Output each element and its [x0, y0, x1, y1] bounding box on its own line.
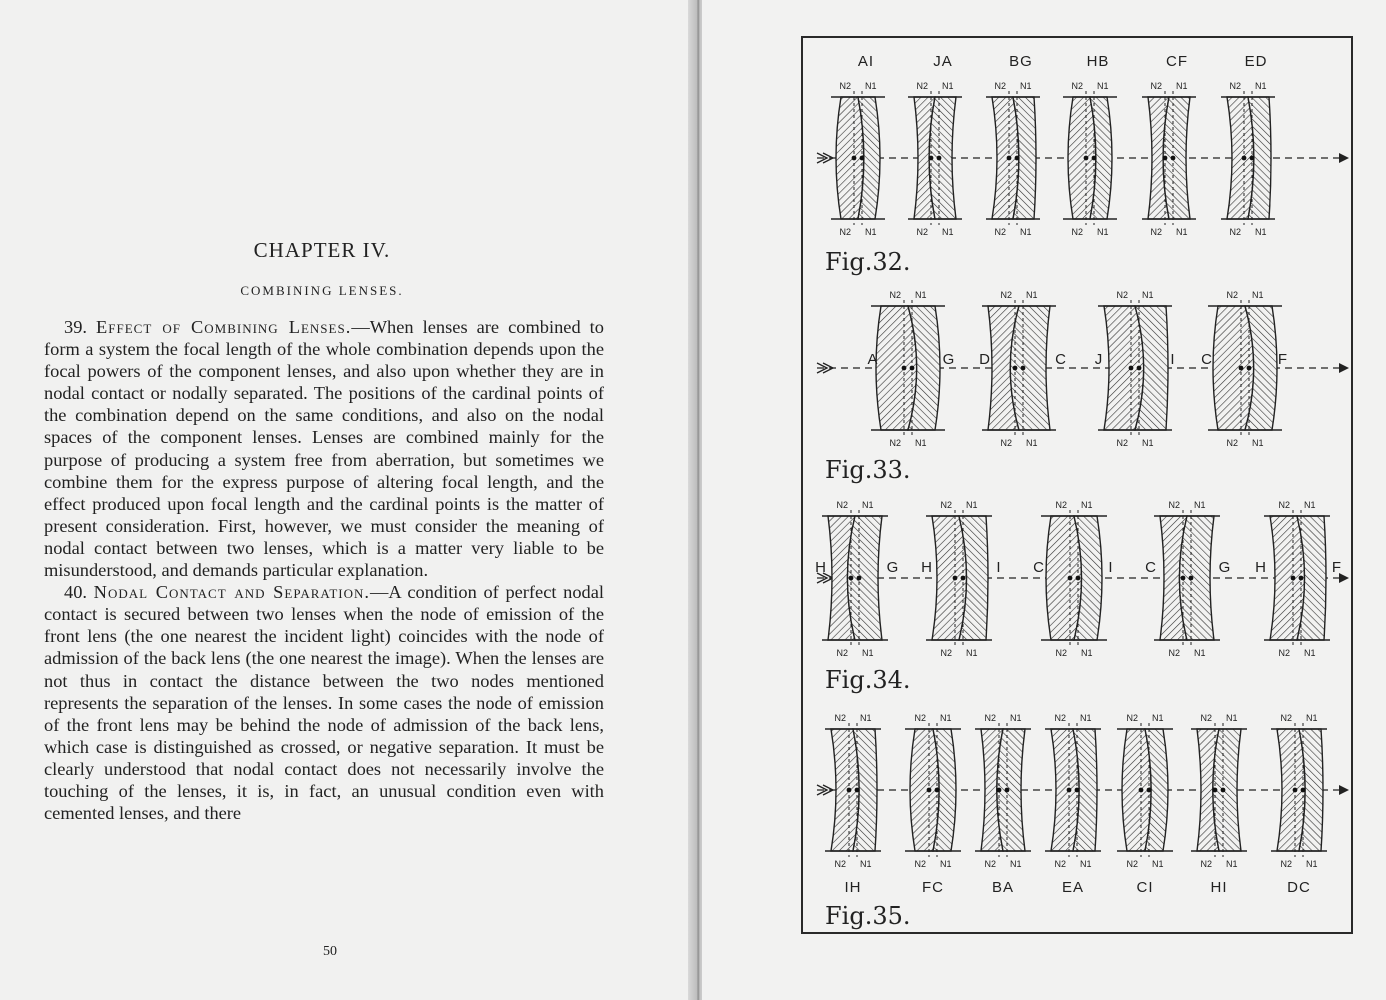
nodal-point [1075, 788, 1080, 793]
nodal-point [1301, 788, 1306, 793]
nodal-point [1293, 788, 1298, 793]
node-label-n2: N2 [1200, 713, 1212, 723]
node-label-n1: N1 [1226, 859, 1238, 869]
node-label-n2: N2 [1126, 859, 1138, 869]
node-label-n2: N2 [1280, 713, 1292, 723]
node-label-n1: N1 [860, 859, 872, 869]
node-label-n1: N1 [1304, 500, 1316, 510]
node-label-n2: N2 [1226, 438, 1238, 448]
node-label-n2: N2 [1116, 438, 1128, 448]
node-label-n1: N1 [1142, 438, 1154, 448]
node-label-n1: N1 [1010, 859, 1022, 869]
lens-label: I [996, 559, 1002, 576]
node-label-n2: N2 [1280, 859, 1292, 869]
nodal-point [1189, 576, 1194, 581]
node-label-n1: N1 [1255, 81, 1267, 91]
lens-label: JA [933, 53, 953, 70]
nodal-point [1067, 788, 1072, 793]
node-label-n1: N1 [1142, 290, 1154, 300]
lens-label: H [921, 559, 933, 576]
node-label-n1: N1 [1026, 438, 1038, 448]
node-label-n2: N2 [916, 227, 928, 237]
page-number: 50 [323, 944, 337, 959]
lens-label: J [1094, 351, 1104, 368]
lens-label: BG [1009, 53, 1033, 70]
lens-label: DC [1287, 879, 1311, 896]
node-label-n2: N2 [1168, 500, 1180, 510]
nodal-point [1221, 788, 1226, 793]
node-label-n1: N1 [860, 713, 872, 723]
node-label-n1: N1 [865, 227, 877, 237]
paragraph-40 [44, 581, 604, 824]
lens-label: ED [1244, 53, 1268, 70]
nodal-point [847, 788, 852, 793]
node-label-n2: N2 [1229, 227, 1241, 237]
node-label-n2: N2 [984, 859, 996, 869]
paragraph-heading: Effect of Combining Lenses. [96, 317, 352, 337]
nodal-point [1242, 156, 1247, 161]
node-label-n2: N2 [1200, 859, 1212, 869]
node-label-n2: N2 [914, 713, 926, 723]
node-label-n2: N2 [839, 227, 851, 237]
node-label-n2: N2 [984, 713, 996, 723]
nodal-point [935, 788, 940, 793]
node-label-n1: N1 [942, 227, 954, 237]
nodal-point [1129, 366, 1134, 371]
node-label-n1: N1 [1097, 81, 1109, 91]
node-label-n2: N2 [994, 227, 1006, 237]
node-label-n1: N1 [1081, 648, 1093, 658]
node-label-n2: N2 [1000, 290, 1012, 300]
chapter-title: CHAPTER IV. [253, 238, 391, 262]
node-label-n1: N1 [1081, 500, 1093, 510]
node-label-n1: N1 [1304, 648, 1316, 658]
node-label-n1: N1 [940, 713, 952, 723]
node-label-n1: N1 [1194, 500, 1206, 510]
node-label-n1: N1 [1194, 648, 1206, 658]
node-label-n1: N1 [1176, 81, 1188, 91]
figure-label: Fig.32. [825, 248, 911, 276]
node-label-n1: N1 [1306, 713, 1318, 723]
nodal-point [1137, 366, 1142, 371]
lens-label: F [1277, 351, 1289, 368]
nodal-point [1013, 366, 1018, 371]
nodal-point [1299, 576, 1304, 581]
nodal-point [1021, 366, 1026, 371]
nodal-point [1250, 156, 1255, 161]
node-label-n1: N1 [862, 648, 874, 658]
body-text [44, 316, 604, 824]
lens-label: G [942, 351, 956, 368]
nodal-point [1084, 156, 1089, 161]
node-label-n1: N1 [1252, 438, 1264, 448]
lens-label: C [1145, 559, 1157, 576]
lens-label: D [979, 351, 991, 368]
nodal-point [997, 788, 1002, 793]
node-label-n2: N2 [1071, 227, 1083, 237]
nodal-point [1092, 156, 1097, 161]
node-label-n2: N2 [1278, 500, 1290, 510]
paragraph-text: —A condition of perfect nodal contact is secured between two lenses when the node of emission of the front lens (the one nearest the incident light) coincides with the node of admission of the back lens (the one nearest the image). When the lenses are not thus in contact the distance between the two nodes mentioned represents the separation of the lenses. In some cases the node of emission of the front lens may be behind the node of admission of the back lens, which case is distinguished as crossed, or negative separation. It must be clearly understood that nodal contact does not necessarily involve the touching of the lenses, it is, in fact, an unusual condition even with cemented lenses, and there [44, 582, 604, 824]
chapter-subtitle: COMBINING LENSES. [240, 283, 404, 298]
node-label-n2: N2 [1229, 81, 1241, 91]
node-label-n2: N2 [1055, 648, 1067, 658]
lens-label: G [886, 559, 900, 576]
figure-label: Fig.35. [825, 902, 911, 930]
node-label-n1: N1 [1306, 859, 1318, 869]
node-label-n2: N2 [836, 500, 848, 510]
nodal-point [1213, 788, 1218, 793]
lens-diagrams [803, 38, 1355, 936]
node-label-n2: N2 [1054, 713, 1066, 723]
nodal-point [961, 576, 966, 581]
nodal-point [1015, 156, 1020, 161]
nodal-point [1068, 576, 1073, 581]
node-label-n1: N1 [1176, 227, 1188, 237]
node-label-n2: N2 [994, 81, 1006, 91]
node-label-n2: N2 [1278, 648, 1290, 658]
node-label-n1: N1 [966, 648, 978, 658]
node-label-n2: N2 [940, 648, 952, 658]
lens-label: G [1218, 559, 1232, 576]
node-label-n2: N2 [889, 438, 901, 448]
nodal-point [1163, 156, 1168, 161]
node-label-n2: N2 [914, 859, 926, 869]
node-label-n1: N1 [1020, 81, 1032, 91]
lens-label: H [1255, 559, 1267, 576]
nodal-point [1076, 576, 1081, 581]
node-label-n1: N1 [915, 438, 927, 448]
nodal-point [860, 156, 865, 161]
figure-label: Fig.33. [825, 456, 911, 484]
nodal-point [1007, 156, 1012, 161]
nodal-point [1147, 788, 1152, 793]
node-label-n1: N1 [1152, 713, 1164, 723]
nodal-point [1171, 156, 1176, 161]
optical-axis-arrow [1339, 153, 1349, 163]
node-label-n2: N2 [836, 648, 848, 658]
lens-label: F [1331, 559, 1343, 576]
node-label-n2: N2 [1116, 290, 1128, 300]
lens-label: BA [991, 879, 1015, 896]
paragraph-number: 40. [64, 582, 87, 603]
node-label-n2: N2 [889, 290, 901, 300]
node-label-n2: N2 [834, 713, 846, 723]
lens-label: A [867, 351, 879, 368]
lens-label: CI [1136, 879, 1154, 896]
nodal-point [929, 156, 934, 161]
node-label-n1: N1 [1152, 859, 1164, 869]
nodal-point [1247, 366, 1252, 371]
node-label-n2: N2 [1226, 290, 1238, 300]
node-label-n2: N2 [1168, 648, 1180, 658]
nodal-point [1291, 576, 1296, 581]
node-label-n1: N1 [966, 500, 978, 510]
node-label-n2: N2 [1150, 81, 1162, 91]
nodal-point [1181, 576, 1186, 581]
lens-figures-plate [801, 36, 1353, 934]
nodal-point [852, 156, 857, 161]
nodal-point [902, 366, 907, 371]
node-label-n2: N2 [1055, 500, 1067, 510]
paragraph-39 [44, 316, 604, 581]
node-label-n2: N2 [1000, 438, 1012, 448]
node-label-n1: N1 [865, 81, 877, 91]
node-label-n1: N1 [942, 81, 954, 91]
node-label-n1: N1 [1255, 227, 1267, 237]
lens-label: I [1170, 351, 1176, 368]
nodal-point [1239, 366, 1244, 371]
optical-axis-arrow [1339, 785, 1349, 795]
node-label-n1: N1 [1080, 713, 1092, 723]
node-label-n1: N1 [1080, 859, 1092, 869]
node-label-n1: N1 [1010, 713, 1022, 723]
paragraph-heading: Nodal Contact and Separation. [93, 582, 371, 603]
lens-label: IH [844, 879, 862, 896]
lens-label: C [1033, 559, 1045, 576]
nodal-point [1139, 788, 1144, 793]
nodal-point [857, 576, 862, 581]
figure-label: Fig.34. [825, 666, 911, 694]
lens-label: CF [1166, 53, 1188, 70]
lens-label: FC [922, 879, 944, 896]
lens-label: EA [1061, 879, 1085, 896]
lens-label: I [1108, 559, 1114, 576]
node-label-n2: N2 [839, 81, 851, 91]
node-label-n2: N2 [940, 500, 952, 510]
node-label-n1: N1 [1097, 227, 1109, 237]
lens-label: AI [857, 53, 875, 70]
node-label-n2: N2 [834, 859, 846, 869]
node-label-n2: N2 [1150, 227, 1162, 237]
lens-label: H [815, 559, 827, 576]
paragraph-text: —When lenses are combined to form a system the focal length of the whole combination depends upon the focal powers of the component lenses, and also upon whether they are in nodal contact or nodally separated. The positions of the cardinal points of the combination depend on the same conditions, and also on the nodal spaces of the component lenses. Lenses are combined mainly for the purpose of producing a system free from aberration, but sometimes we combine them for the express purpose of altering focal length, and the effect produced upon focal length and the cardinal points is the matter of present consideration. First, however, we must consider the meaning of nodal contact between two lenses, which is a matter very liable to be misunderstood, and demands particular explanation. [44, 317, 604, 581]
node-label-n2: N2 [916, 81, 928, 91]
node-label-n2: N2 [1126, 713, 1138, 723]
nodal-point [855, 788, 860, 793]
nodal-point [910, 366, 915, 371]
node-label-n1: N1 [1252, 290, 1264, 300]
optical-axis-arrow [1339, 363, 1349, 373]
paragraph-number: 39. [64, 317, 87, 337]
nodal-point [953, 576, 958, 581]
node-label-n1: N1 [862, 500, 874, 510]
node-label-n1: N1 [915, 290, 927, 300]
node-label-n1: N1 [1226, 713, 1238, 723]
lens-label: HB [1086, 53, 1110, 70]
node-label-n2: N2 [1054, 859, 1066, 869]
lens-label: C [1201, 351, 1213, 368]
nodal-point [927, 788, 932, 793]
nodal-point [849, 576, 854, 581]
nodal-point [1005, 788, 1010, 793]
lens-label: HI [1210, 879, 1228, 896]
node-label-n1: N1 [1020, 227, 1032, 237]
node-label-n1: N1 [1026, 290, 1038, 300]
nodal-point [937, 156, 942, 161]
node-label-n2: N2 [1071, 81, 1083, 91]
lens-label: C [1055, 351, 1067, 368]
node-label-n1: N1 [940, 859, 952, 869]
